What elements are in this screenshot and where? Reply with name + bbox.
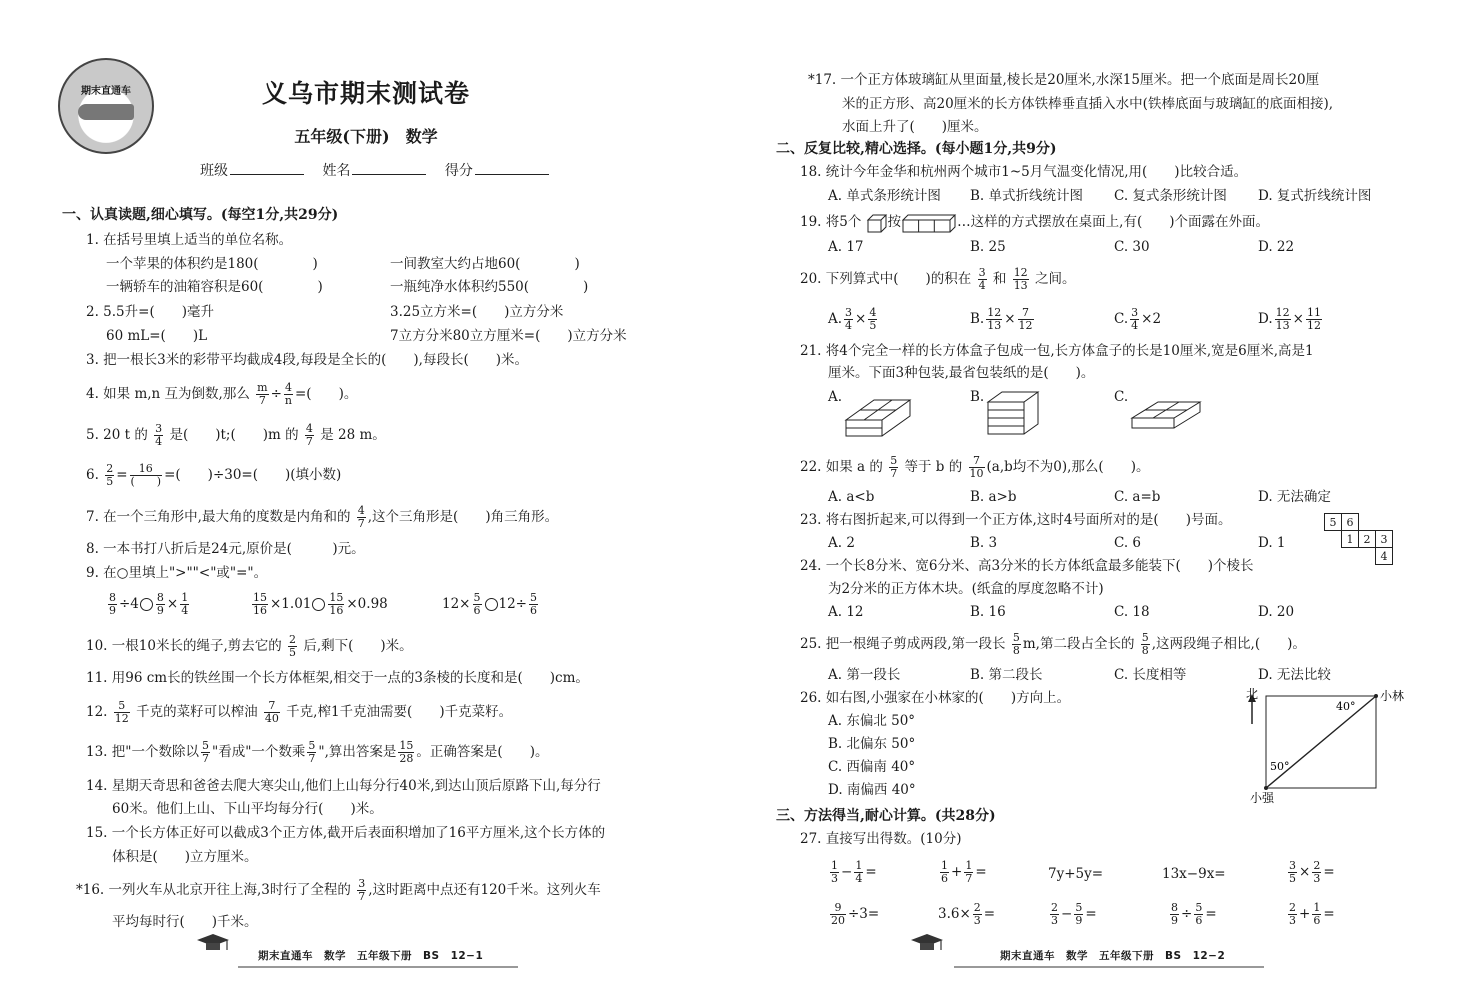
calc-4: 13x−9x=: [1162, 866, 1226, 882]
q19-text-b: 按: [887, 214, 902, 230]
frac-15-16: $\frac{15}{16}$: [253, 591, 267, 617]
calc-5-times: ×: [1299, 864, 1311, 880]
score-label: 得分: [444, 163, 473, 179]
q26-a[interactable]: A. 东偏北 50°: [828, 713, 916, 729]
q13-text-b: "看成"一个数乘: [211, 744, 306, 760]
q9-a-times: ×: [166, 596, 179, 612]
frac-5-12: $\frac{5}{12}$: [114, 699, 129, 725]
q13-text-d: 。正确答案是( )。: [416, 744, 549, 760]
calc-8-eq: =: [1085, 906, 1097, 922]
q2-d: 7立方分米80立方厘米=( )立方分米: [390, 328, 627, 344]
footer-left: 期末直通车 数学 五年级下册 BS 12−1: [258, 950, 484, 962]
calc-7: [938, 902, 995, 927]
q24-a[interactable]: A. 12: [828, 604, 864, 620]
q6-num: 6.: [86, 467, 99, 483]
right-page: [732, 0, 1464, 1000]
q24-line1: 24. 一个长8分米、宽6分米、高3分米的长方体纸盒最多能装下( )个棱长: [800, 558, 1254, 574]
q4-text-a: 4. 如果 m,n 互为倒数,那么: [86, 386, 250, 402]
q25-d[interactable]: D. 无法比较: [1258, 667, 1331, 683]
graduation-cap-icon: [196, 932, 230, 954]
calc-9-div: ÷: [1181, 906, 1193, 922]
net-cell-4: 4: [1376, 548, 1393, 565]
frac-11-12: $\frac{11}{12}$: [1306, 306, 1321, 332]
q23-b[interactable]: B. 3: [970, 535, 998, 551]
q15-line2: 体积是( )立方厘米。: [112, 849, 258, 865]
q25-c[interactable]: C. 长度相等: [1114, 667, 1187, 683]
q22-d[interactable]: D. 无法确定: [1258, 489, 1331, 505]
q23-d[interactable]: D. 1: [1258, 535, 1286, 551]
frac-5-7: $\frac{5}{7}$: [201, 739, 209, 765]
q16-line1: [76, 878, 601, 903]
class-label: 班级: [200, 163, 228, 179]
frac-7-40: $\frac{7}{40}$: [264, 699, 279, 725]
calc-1-minus: −: [841, 864, 853, 880]
q20-d-label: D.: [1258, 311, 1273, 327]
q22-text-a: 22. 如果 a 的: [800, 459, 883, 475]
frac-3-4c: $\frac{3}{4}$: [1131, 306, 1139, 332]
q2-b: 3.25立方米=( )立方分米: [390, 304, 564, 320]
calc-5-eq: =: [1323, 864, 1335, 880]
frac-5-7b: $\frac{5}{7}$: [308, 739, 316, 765]
q7-text-a: 7. 在一个三角形中,最大角的度数是内角和的: [86, 509, 351, 525]
q27: 27. 直接写出得数。(10分): [800, 831, 962, 847]
q9-a-op: ÷4: [119, 596, 139, 612]
q20-b[interactable]: B. $\frac{12}{13}$ × $\frac{7}{12}$: [970, 306, 1033, 332]
q18-c[interactable]: C. 复式条形统计图: [1114, 188, 1227, 204]
frac-15-28: $\frac{15}{28}$: [399, 739, 414, 765]
frac-2-3: $\frac{2}{3}$: [1313, 859, 1321, 885]
q5: [86, 423, 386, 448]
frac-2-5: $\frac{2}{5}$: [106, 462, 114, 488]
q22-text-b: 等于 b 的: [904, 459, 963, 475]
q6-text: =( )÷30=( )(填小数): [164, 467, 342, 483]
q1-c: 一辆轿车的油箱容积是60( ): [106, 279, 323, 295]
q10-text-a: 10. 一根10米长的绳子,剪去它的: [86, 638, 282, 654]
q12-num: 12.: [86, 704, 108, 720]
calc-6: [828, 902, 879, 927]
frac-8-9d: $\frac{8}{9}$: [1171, 901, 1178, 927]
q10: [86, 634, 413, 659]
cube-net: [1324, 513, 1393, 565]
frac-5-9: $\frac{5}{9}$: [1075, 901, 1083, 927]
q6-eq: =: [116, 467, 128, 483]
q16-line2: 平均每时行( )千米。: [112, 914, 258, 930]
frac-3-7: $\frac{3}{7}$: [358, 877, 366, 903]
q9-b: [250, 592, 388, 617]
frac-1-4b: $\frac{1}{4}$: [855, 859, 863, 885]
q19-a[interactable]: A. 17: [828, 239, 864, 255]
calc-9: [1168, 902, 1217, 927]
q20-text-b: 之间。: [1034, 271, 1076, 287]
q18-d[interactable]: D. 复式折线统计图: [1258, 188, 1372, 204]
calc-2-eq: =: [975, 864, 987, 880]
q16-text-a: *16. 一列火车从北京开往上海,3时行了全程的: [76, 882, 351, 898]
q26: 26. 如右图,小强家在小林家的( )方向上。: [800, 690, 1071, 706]
frac-15-16b: $\frac{15}{16}$: [329, 591, 344, 617]
q19-text-a: 19. 将5个: [800, 214, 862, 230]
cube-row-icon: [901, 213, 957, 233]
q23-c[interactable]: C. 6: [1114, 535, 1142, 551]
logo-text: 期末直通车: [81, 86, 131, 97]
q9-b-op: ×1.01: [270, 596, 312, 612]
calc-8: [1048, 902, 1097, 927]
direction-map: [1240, 686, 1416, 808]
q21-line1: 21. 将4个完全一样的长方体盒子包成一包,长方体盒子的长是10厘米,宽是6厘米,高是1: [800, 343, 1314, 359]
q14-line2: 60米。他们上山、下山平均每分行( )米。: [112, 801, 383, 817]
q12-text-a: 千克的菜籽可以榨油: [136, 704, 258, 720]
net-cell-5: 5: [1325, 514, 1342, 531]
frac-5-6: $\frac{5}{6}$: [473, 591, 481, 617]
frac-16: $\frac{16}{( )}$: [130, 462, 162, 488]
q19-d[interactable]: D. 22: [1258, 239, 1295, 255]
q4-div: ÷: [270, 386, 282, 402]
page-subtitle: 五年级(下册) 数学: [294, 127, 438, 146]
q25-text-a: 25. 把一根绳子剪成两段,第一段长: [800, 636, 1006, 652]
frac-1-6b: $\frac{1}{6}$: [1313, 901, 1321, 927]
frac-4-5: $\frac{4}{5}$: [869, 306, 877, 332]
frac-5-7r: $\frac{5}{7}$: [890, 454, 898, 480]
xiaolin-point: [1374, 694, 1378, 698]
frac-2-5b: $\frac{2}{5}$: [289, 633, 297, 659]
q26-d[interactable]: D. 南偏西 40°: [828, 782, 916, 798]
calc-3: 7y+5y=: [1048, 866, 1104, 882]
q18: 18. 统计今年金华和杭州两个城市1~5月气温变化情况,用( )比较合适。: [800, 164, 1248, 180]
frac-4-7b: $\frac{4}{7}$: [357, 504, 365, 530]
q10-text-b: 后,剩下( )米。: [303, 638, 413, 654]
q8: 8. 一本书打八折后是24元,原价是( )元。: [86, 541, 365, 557]
q1: 1. 在括号里填上适当的单位名称。: [86, 232, 293, 248]
section-1-heading: 一、认真读题,细心填写。(每空1分,共29分): [62, 207, 339, 223]
calc-2: [938, 860, 987, 885]
compare-circle-1[interactable]: [140, 598, 153, 611]
xiaoqiang-label: 小强: [1250, 791, 1275, 805]
q3: 3. 把一根长3米的彩带平均截成4段,每段是全长的( ),每段长( )米。: [86, 352, 528, 368]
frac-12-13b: $\frac{12}{13}$: [987, 306, 1002, 332]
q21-line2: 厘米。下面3种包装,最省包装纸的是( )。: [828, 365, 1095, 381]
q25: [800, 632, 1306, 657]
package-b-diagram: [986, 386, 1042, 442]
name-label: 姓名: [322, 163, 351, 179]
frac-3-4a: $\frac{3}{4}$: [845, 306, 853, 332]
q22-text-c: (a,b均不为0),那么( )。: [986, 459, 1150, 475]
frac-1-6: $\frac{1}{6}$: [941, 859, 948, 885]
q19-text-c: …这样的方式摆放在桌面上,有( )个面露在外面。: [957, 214, 1269, 230]
frac-2-3b: $\frac{2}{3}$: [973, 901, 981, 927]
q2-a: 2. 5.5升=( )毫升: [86, 304, 214, 320]
frac-12-13c: $\frac{12}{13}$: [1275, 306, 1290, 332]
q19-c[interactable]: C. 30: [1114, 239, 1150, 255]
footer-right: 期末直通车 数学 五年级下册 BS 12−2: [1000, 950, 1226, 962]
q4: [86, 382, 357, 407]
q22-b[interactable]: B. a>b: [970, 489, 1017, 505]
package-a-diagram: [842, 386, 914, 442]
q23: 23. 将右图折起来,可以得到一个正方体,这时4号面所对的是( )号面。: [800, 512, 1232, 528]
calc-8-minus: −: [1061, 906, 1073, 922]
q24-b[interactable]: B. 16: [970, 604, 1006, 620]
q22: [800, 455, 1149, 480]
q24-line2: 为2分米的正方体木块。(纸盒的厚度忽略不计): [828, 581, 1104, 597]
frac-5-6b: $\frac{5}{6}$: [530, 591, 537, 617]
q25-b[interactable]: B. 第二段长: [970, 667, 1043, 683]
q17-line2: 米的正方形、高20厘米的长方体铁棒垂直插入水中(铁棒底面与玻璃缸的底面相接),: [842, 96, 1334, 112]
q21-b[interactable]: B.: [970, 389, 985, 405]
frac-7-10: $\frac{7}{10}$: [969, 454, 984, 480]
compare-circle-3[interactable]: [485, 598, 498, 611]
q19-b[interactable]: B. 25: [970, 239, 1006, 255]
q26-c[interactable]: C. 西偏南 40°: [828, 759, 916, 775]
q4-text-b: =( )。: [294, 386, 358, 402]
q11: 11. 用96 cm长的铁丝围一个长方体框架,相交于一点的3条棱的长度和是( )cm。: [86, 670, 589, 686]
q5-text-a: 5. 20 t 的: [86, 427, 148, 443]
q7: [86, 505, 558, 530]
q2-c: 60 mL=( )L: [106, 328, 208, 344]
net-cell-6: 6: [1342, 514, 1359, 531]
q20-a-label: A.: [828, 311, 843, 327]
section-2-heading: 二、反复比较,精心选择。(每小题1分,共9分): [776, 141, 1057, 157]
q26-b[interactable]: B. 北偏东 50°: [828, 736, 916, 752]
frac-5-8b: $\frac{5}{8}$: [1141, 631, 1149, 657]
q9-b-op2: ×0.98: [346, 596, 388, 612]
q24-c[interactable]: C. 18: [1114, 604, 1150, 620]
frac-2-3d: $\frac{2}{3}$: [1289, 901, 1296, 927]
q7-text-b: ,这个三角形是( )角三角形。: [367, 509, 559, 525]
q22-a[interactable]: A. a<b: [828, 489, 875, 505]
q12: [86, 700, 512, 725]
section-3-heading: 三、方法得当,耐心计算。(共28分): [776, 808, 996, 824]
net-cell-3: 3: [1376, 531, 1393, 548]
angle-50-label: 50°: [1270, 760, 1290, 773]
calc-5: [1286, 860, 1335, 885]
net-cell-2: 2: [1359, 531, 1376, 548]
calc-6-text: ÷3=: [848, 906, 880, 922]
q15-line1: 15. 一个长方体正好可以截成3个正方体,截开后表面积增加了16平方厘米,这个长方体的: [86, 825, 606, 841]
xiaolin-label: 小林: [1380, 689, 1405, 703]
class-field[interactable]: [230, 160, 304, 175]
q9-c-op: 12×: [442, 596, 471, 612]
q16-text-b: ,这时距离中点还有120千米。这列火车: [368, 882, 601, 898]
q24-d[interactable]: D. 20: [1258, 604, 1295, 620]
q22-c[interactable]: C. a=b: [1114, 489, 1161, 505]
xiaoqiang-point: [1264, 786, 1268, 790]
q1-a: 一个苹果的体积约是180( ): [106, 256, 318, 272]
frac-1-7: $\frac{1}{7}$: [965, 859, 973, 885]
q9-c: [442, 592, 540, 617]
frac-12-13: $\frac{12}{13}$: [1013, 266, 1028, 292]
frac-3-4: $\frac{3}{4}$: [155, 422, 163, 448]
angle-40-label: 40°: [1336, 700, 1356, 713]
q25-text-c: ,这两段绳子相比,( )。: [1151, 636, 1306, 652]
calc-1: [828, 860, 877, 885]
q25-text-b: m,第二段占全长的: [1022, 636, 1135, 652]
q9: 9. 在○里填上">""<"或"="。: [86, 565, 268, 581]
q20-a[interactable]: A. $\frac{3}{4}$ × $\frac{4}{5}$: [828, 306, 877, 332]
frac-8-9c: $\frac{8}{9}$: [156, 591, 164, 617]
q5-text-b: 是( )t;( )m 的: [169, 427, 299, 443]
calc-1-eq: =: [865, 864, 877, 880]
single-cube-icon: [866, 213, 888, 233]
frac-1-4: $\frac{1}{4}$: [181, 591, 189, 617]
q13-text-a: 13. 把"一个数除以: [86, 744, 199, 760]
q20-d[interactable]: D. $\frac{12}{13}$ × $\frac{11}{12}$: [1258, 306, 1321, 332]
calc-9-eq: =: [1205, 906, 1217, 922]
q1-d: 一瓶纯净水体积约550( ): [390, 279, 589, 295]
frac-3-4r: $\frac{3}{4}$: [978, 266, 986, 292]
q13-text-c: ",算出答案是: [318, 744, 397, 760]
calc-2-plus: +: [951, 864, 963, 880]
page-title: 义乌市期末测试卷: [261, 79, 470, 108]
q9-c-op2: 12÷: [498, 596, 527, 612]
calc-10: [1286, 902, 1335, 927]
q20: [800, 267, 1075, 292]
q12-text-b: 千克,榨1千克油需要( )千克菜籽。: [286, 704, 513, 720]
q14-line1: 14. 星期天奇思和爸爸去爬大寒尖山,他们上山每分行40米,到达山顶后原路下山,每分行: [86, 778, 601, 794]
compare-circle-2[interactable]: [312, 598, 325, 611]
q20-text-a: 20. 下列算式中( )的积在: [800, 271, 972, 287]
frac-1-3: $\frac{1}{3}$: [831, 859, 838, 885]
q9-a: [106, 592, 191, 617]
calc-10-eq: =: [1323, 906, 1335, 922]
q20-c[interactable]: C. $\frac{3}{4}$ ×2: [1114, 306, 1162, 332]
q18-b[interactable]: B. 单式折线统计图: [970, 188, 1084, 204]
frac-4n: $\frac{4}{n}$: [284, 381, 292, 407]
q17-line1: *17. 一个正方体玻璃缸从里面量,棱长是20厘米,水深15厘米。把一个底面是周长20厘: [808, 72, 1320, 88]
north-label: 北: [1246, 687, 1259, 701]
calc-7-text: 3.6×: [938, 906, 971, 922]
q1-b: 一间教室大约占地60( ): [390, 256, 580, 272]
frac-3-5: $\frac{3}{5}$: [1289, 859, 1296, 885]
q6: [86, 463, 341, 488]
q21-a[interactable]: A.: [828, 389, 843, 405]
q17-line3: 水面上升了( )厘米。: [842, 119, 988, 135]
student-info: [200, 160, 563, 180]
frac-9-20: $\frac{9}{20}$: [831, 901, 845, 927]
q20-and: 和: [992, 271, 1007, 287]
frac-2-3c: $\frac{2}{3}$: [1051, 901, 1058, 927]
net-cell-1: 1: [1342, 531, 1359, 548]
q23-a[interactable]: A. 2: [828, 535, 855, 551]
frac-7-12: $\frac{7}{12}$: [1018, 306, 1033, 332]
frac-8-9: $\frac{8}{9}$: [109, 591, 116, 617]
frac-5-8: $\frac{5}{8}$: [1012, 631, 1020, 657]
q20-b-label: B.: [970, 311, 985, 327]
q19: [800, 212, 1269, 233]
q25-a[interactable]: A. 第一段长: [828, 667, 901, 683]
q5-text-c: 是 28 m。: [320, 427, 386, 443]
graduation-cap-icon-right: [910, 932, 944, 954]
q20-c-label: C.: [1114, 311, 1129, 327]
frac-4-7: $\frac{4}{7}$: [305, 422, 313, 448]
package-c-diagram: [1128, 386, 1202, 438]
frac-m7: $\frac{m}{7}$: [257, 381, 268, 407]
score-field[interactable]: [475, 160, 549, 175]
q13: [86, 740, 548, 765]
q18-a[interactable]: A. 单式条形统计图: [828, 188, 941, 204]
calc-7-eq: =: [983, 906, 996, 922]
frac-5-6c: $\frac{5}{6}$: [1195, 901, 1203, 927]
calc-10-plus: +: [1299, 906, 1311, 922]
q21-c[interactable]: C.: [1114, 389, 1129, 405]
name-field[interactable]: [352, 160, 426, 175]
